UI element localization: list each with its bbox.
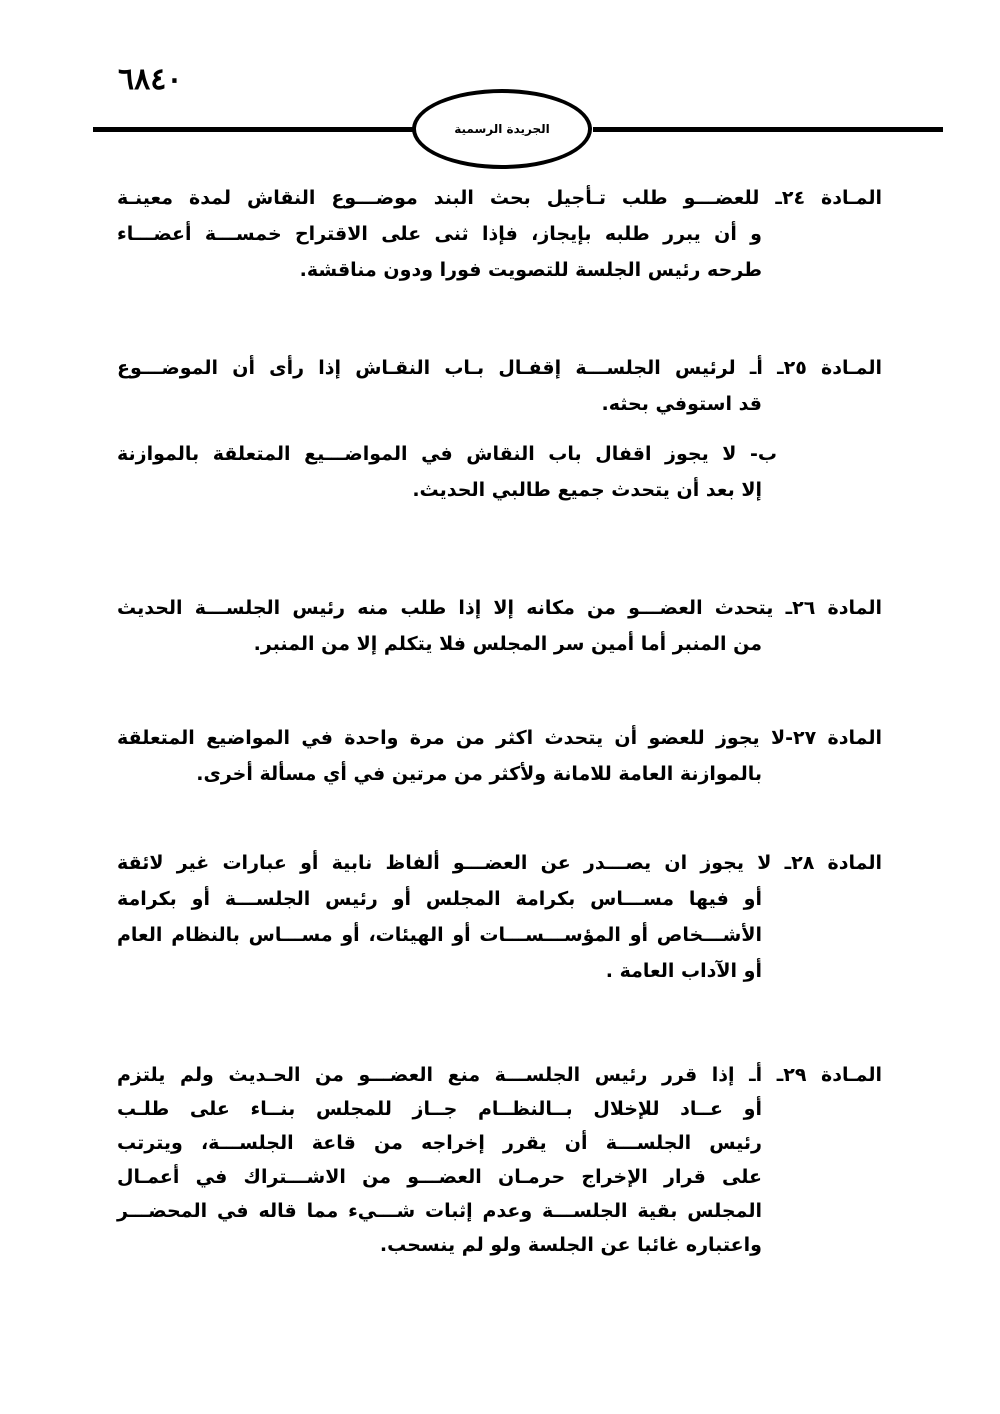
article-subsection-b bbox=[117, 436, 882, 508]
article-26 bbox=[117, 590, 882, 662]
article-line: المـادة ٢٩ـ أـ إذا قرر رئيس الجلســـة منع العضـــو من الحـديث ولم يلتزم bbox=[117, 1064, 882, 1086]
header-rule-right bbox=[593, 127, 943, 132]
article-line: ب- لا يجوز اقفال باب النقاش في المواضـــيع المتعلقة بالموازنة bbox=[117, 443, 777, 465]
article-line: المـادة ٢٤ـ للعضـــو طلب تـأجيل بحث البند موضـــوع النقاش لمدة معينـة bbox=[117, 187, 882, 209]
article-line: المادة ٢٧-لا يجوز للعضو أن يتحدث اكثر من مرة واحدة في المواضيع المتعلقة bbox=[117, 727, 883, 749]
article-line: أو عــاد للإخلال بــالنظــام جــاز للمجلس بنــاء على طلـب bbox=[117, 1098, 762, 1120]
header-rule-left bbox=[93, 127, 415, 132]
article-line: رئيس الجلســـة أن يقرر إخراجه من قاعة الجلســـة، ويترتب bbox=[117, 1132, 762, 1154]
article-line: قد استوفي بحثه. bbox=[601, 393, 762, 415]
article-line: المادة ٢٨ـ لا يجوز ان يصـــدر عن العضـــو ألفاظ نابية أو عبارات غير لائقة bbox=[117, 852, 882, 874]
article-line: أو الآداب العامة . bbox=[605, 960, 762, 982]
article-line: المـادة ٢٥ـ أـ لرئيس الجلســـة إقفـال بـاب النقـاش إذا رأى أن الموضـــوع bbox=[117, 357, 882, 379]
gazette-title-oval bbox=[412, 89, 592, 169]
article-line: و أن يبرر طلبه بإيجاز، فإذا ثنى على الاقتراح خمســـة أعضـــاء bbox=[117, 223, 762, 245]
article-line: المادة ٢٦ـ يتحدث العضـــو من مكانه إلا إذا طلب منه رئيس الجلســـة الحديث bbox=[117, 597, 882, 619]
article-line: من المنبر أما أمين سر المجلس فلا يتكلم إلا من المنبر. bbox=[253, 633, 762, 655]
article-line: بالموازنة العامة للامانة ولأكثر من مرتين في أي مسألة أخرى. bbox=[196, 763, 762, 785]
article-28 bbox=[117, 845, 882, 989]
page-number: ٦٨٤٠ bbox=[118, 62, 183, 97]
article-27 bbox=[117, 720, 882, 792]
article-line: أو فيها مســـاس بكرامة المجلس أو رئيس الجلســـة أو بكرامة bbox=[117, 888, 762, 910]
article-line: طرحه رئيس الجلسة للتصويت فورا ودون مناقشة. bbox=[299, 259, 762, 281]
article-line: واعتباره غائبا عن الجلسة ولو لم ينسحب. bbox=[379, 1234, 762, 1256]
gazette-title: الجريدة الرسمية bbox=[454, 122, 550, 136]
article-29 bbox=[117, 1058, 882, 1262]
article-line: المجلس بقية الجلســـة وعدم إثبات شـــيء مما قاله في المحضـــر bbox=[117, 1200, 762, 1222]
article-line: على قرار الإخراج حرمـان العضـــو من الاشـــتراك في أعمـال bbox=[117, 1166, 762, 1188]
article-25 bbox=[117, 350, 882, 508]
article-line: الأشـــخاص أو المؤســـســـات أو الهيئات، أو مســـاس بالنظام العام bbox=[117, 924, 762, 946]
article-24 bbox=[117, 180, 882, 288]
article-line: إلا بعد أن يتحدث جميع طالبي الحديث. bbox=[412, 479, 762, 501]
